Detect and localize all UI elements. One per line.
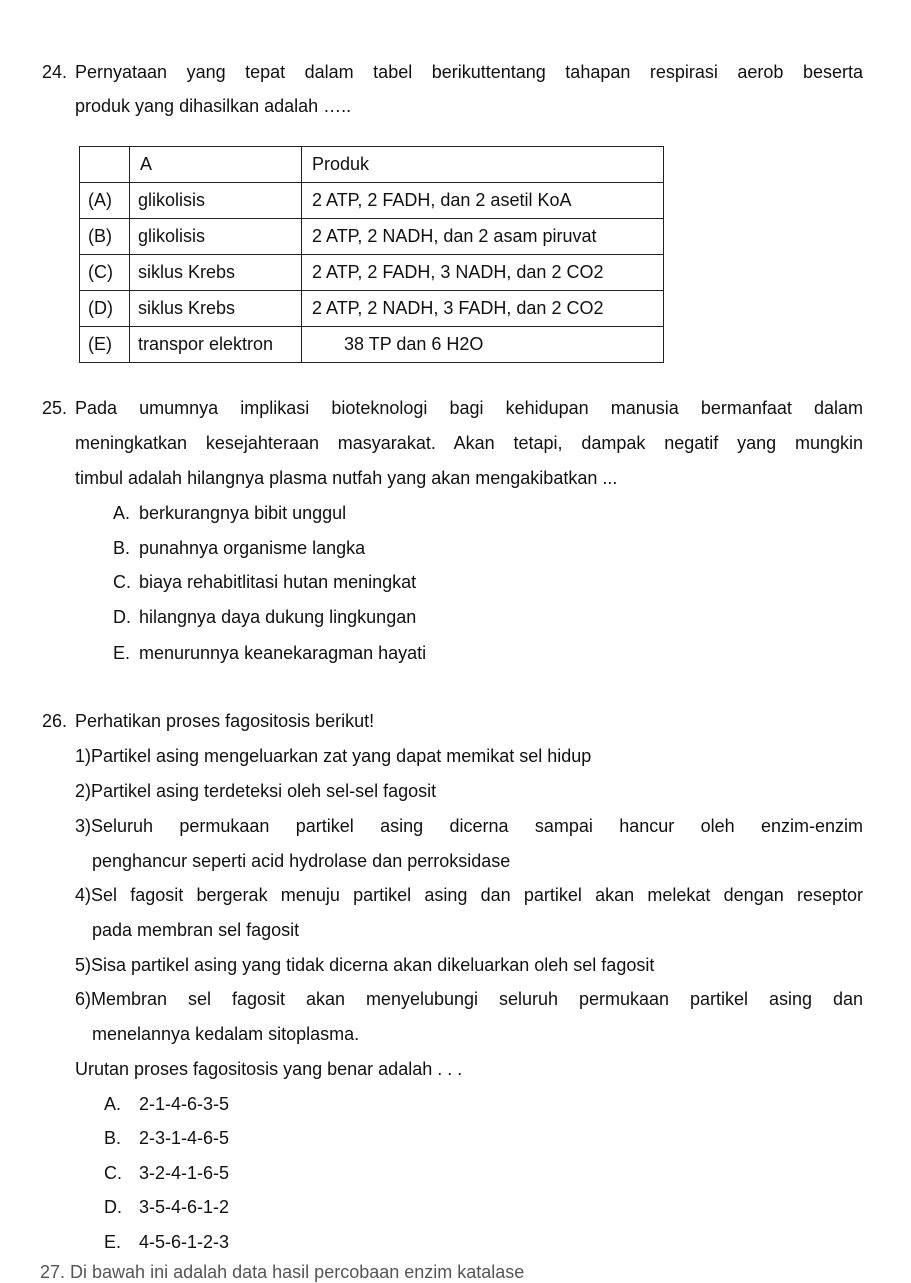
q26-step-4-line1: 4)Sel fagosit bergerak menuju partikel asing dan partikel akan melekat dengan reseptor [75, 885, 863, 905]
table-cell-stage: glikolisis [130, 219, 302, 255]
q26-option-e[interactable] [104, 1232, 229, 1253]
option-letter: B. [104, 1128, 122, 1148]
q27-partial-text: 27. Di bawah ini adalah data hasil percobaan enzim katalase [40, 1262, 525, 1282]
table-cell-product: 2 ATP, 2 FADH, dan 2 asetil KoA [302, 183, 664, 219]
option-text: 2-1-4-6-3-5 [139, 1094, 230, 1114]
option-letter: E. [113, 643, 131, 663]
option-letter: D. [104, 1197, 122, 1217]
q24-text-line1: Pernyataan yang tepat dalam tabel berikuttentang tahapan respirasi aerob beserta [75, 62, 863, 82]
table-header-cell: A [130, 147, 302, 183]
option-letter: A. [104, 1094, 122, 1114]
q25-option-c[interactable] [113, 572, 416, 593]
q25-option-a[interactable] [113, 503, 346, 524]
q25-option-d[interactable] [113, 607, 416, 628]
table-cell-product: 2 ATP, 2 NADH, dan 2 asam piruvat [302, 219, 664, 255]
q26-option-c[interactable] [104, 1163, 229, 1184]
table-cell-product: 2 ATP, 2 NADH, 3 FADH, dan 2 CO2 [302, 291, 664, 327]
q25-option-b[interactable] [113, 538, 365, 559]
q25-option-e[interactable] [113, 643, 426, 664]
table-cell-stage: glikolisis [130, 183, 302, 219]
table-cell-stage: transpor elektron [130, 327, 302, 363]
q26-option-b[interactable] [104, 1128, 229, 1149]
option-text: punahnya organisme langka [139, 538, 366, 558]
table-cell-label: (C) [80, 255, 130, 291]
option-text: hilangnya daya dukung lingkungan [139, 607, 417, 627]
table-header-cell: Produk [302, 147, 664, 183]
option-text: 2-3-1-4-6-5 [139, 1128, 230, 1148]
option-text: 3-2-4-1-6-5 [139, 1163, 230, 1183]
q26-step-4-line2: pada membran sel fagosit [92, 920, 300, 940]
q26-option-a[interactable] [104, 1094, 229, 1115]
option-text: biaya rehabitlitasi hutan meningkat [139, 572, 417, 592]
q25-text-line2: meningkatkan kesejahteraan masyarakat. Akan tetapi, dampak negatif yang mungkin [75, 433, 863, 453]
table-cell-stage: siklus Krebs [130, 255, 302, 291]
q26-step-6-line1: 6)Membran sel fagosit akan menyelubungi seluruh permukaan partikel asing dan [75, 989, 863, 1009]
q26-option-d[interactable] [104, 1197, 229, 1218]
q26-step-1: 1)Partikel asing mengeluarkan zat yang dapat memikat sel hidup [75, 746, 592, 766]
respiration-table [79, 146, 664, 363]
option-letter: D. [113, 607, 131, 627]
table-cell-product: 38 TP dan 6 H2O [302, 327, 664, 363]
table-cell-label: (A) [80, 183, 130, 219]
option-letter: B. [113, 538, 131, 558]
option-text: 4-5-6-1-2-3 [139, 1232, 230, 1252]
table-cell-stage: siklus Krebs [130, 291, 302, 327]
option-text: menurunnya keanekaragman hayati [139, 643, 427, 663]
table-cell-label: (E) [80, 327, 130, 363]
table-row [80, 219, 664, 255]
q25-number: 25. [42, 398, 68, 418]
q25-text-line1: Pada umumnya implikasi bioteknologi bagi kehidupan manusia bermanfaat dalam [75, 398, 863, 418]
q26-intro: Perhatikan proses fagositosis berikut! [75, 711, 375, 731]
table-cell-product: 2 ATP, 2 FADH, 3 NADH, dan 2 CO2 [302, 255, 664, 291]
table-header-row [80, 147, 664, 183]
q24-text-line2: produk yang dihasilkan adalah ….. [75, 96, 352, 116]
table-row [80, 291, 664, 327]
q26-step-2: 2)Partikel asing terdeteksi oleh sel-sel fagosit [75, 781, 437, 801]
q26-step-3-line2: penghancur seperti acid hydrolase dan perroksidase [92, 851, 511, 871]
q26-question: Urutan proses fagositosis yang benar adalah . . . [75, 1059, 463, 1079]
table-row [80, 327, 664, 363]
table-cell-label: (D) [80, 291, 130, 327]
table-row [80, 183, 664, 219]
table-row [80, 255, 664, 291]
table-cell-label: (B) [80, 219, 130, 255]
option-letter: E. [104, 1232, 122, 1252]
q25-text-line3: timbul adalah hilangnya plasma nutfah yang akan mengakibatkan ... [75, 468, 618, 488]
table-header-cell [80, 147, 130, 183]
option-text: 3-5-4-6-1-2 [139, 1197, 230, 1217]
option-letter: C. [104, 1163, 122, 1183]
option-letter: C. [113, 572, 131, 592]
option-text: berkurangnya bibit unggul [139, 503, 347, 523]
q26-number: 26. [42, 711, 68, 731]
q26-step-6-line2: menelannya kedalam sitoplasma. [92, 1024, 360, 1044]
q26-step-5: 5)Sisa partikel asing yang tidak dicerna akan dikeluarkan oleh sel fagosit [75, 955, 655, 975]
q24-number: 24. [42, 62, 68, 82]
option-letter: A. [113, 503, 131, 523]
q26-step-3-line1: 3)Seluruh permukaan partikel asing dicerna sampai hancur oleh enzim-enzim [75, 816, 863, 836]
